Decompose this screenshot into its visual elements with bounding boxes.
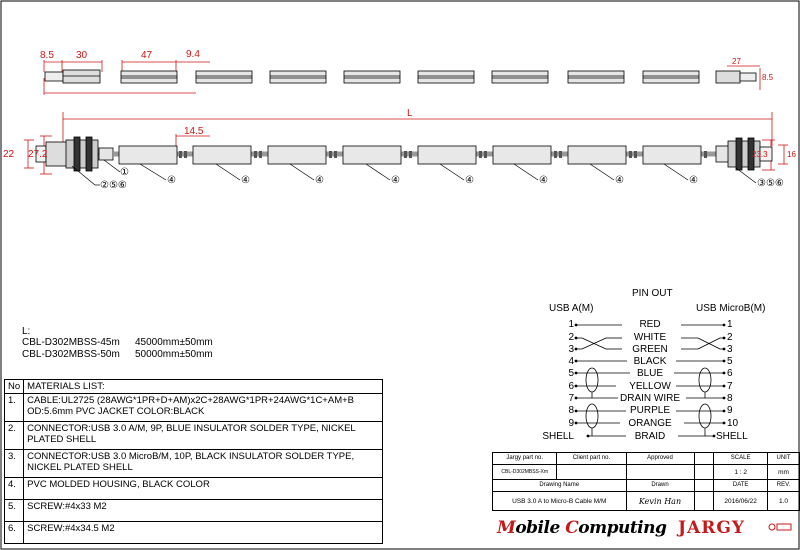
pin-wire-color: PURPLE [629,405,671,416]
tb-client-part [557,465,626,480]
tb-date: 2016/06/22 [714,492,768,511]
tb-h-approved: Approved [626,453,694,465]
material-no: 4. [5,478,24,500]
dim-label-30: 30 [76,50,88,61]
jargy-logo: JARGY [678,518,746,538]
material-no: 1. [5,394,24,422]
dim-label-14-5: 14.5 [184,126,204,137]
pin-wire-color: DRAIN WIRE [620,393,680,404]
length-value: 50000mm±50mm [135,349,213,360]
pin-left: 4 [568,356,574,367]
dim-label-27-2: 27.2 [28,149,48,160]
pin-wire-color: RED [639,319,661,330]
pin-left: 9 [568,418,574,429]
pin-wire-color: BLACK [633,356,667,367]
tb-drawing-name: USB 3.0 A to Micro-B Cable M/M [493,492,627,511]
length-part: CBL-D302MBSS-45m [22,337,120,348]
pin-right: 3 [727,344,733,355]
pin-right: 6 [727,368,733,379]
table-row [5,422,383,450]
mobile-computing-logo: Mobile Computing [497,518,667,538]
table-row [5,478,383,500]
tb-spacer [694,480,714,492]
tb-h-rev: REV. [767,480,799,492]
pin-left: 8 [568,405,574,416]
dim-label-8-5: 8.5 [40,50,54,61]
pin-right: 8 [727,393,733,404]
pin-wire-color: BLUE [636,368,664,379]
tb-jargy-part: CBL-D302MBSS-Xm [493,465,557,480]
pin-right: 9 [727,405,733,416]
callout-housing: ④ [615,175,624,186]
dim-label-27: 27 [732,57,741,66]
table-row [5,522,383,544]
pin-left: 2 [568,332,574,343]
callout-connector-a: ②⑤⑥ [100,180,127,191]
pin-left: 3 [568,344,574,355]
pinout-right-header: USB MicroB(M) [696,303,766,314]
dim-label-length: L [407,108,413,119]
pin-right: 7 [727,381,733,392]
callout-housing: ④ [167,175,176,186]
material-no: 5. [5,500,24,522]
tb-h-jargy-part: Jargy part no. [493,453,557,465]
top-right-connector [716,71,756,83]
pin-left: SHELL [542,431,574,442]
pin-wire-color: WHITE [633,332,667,343]
pinout-title: PIN OUT [632,288,673,299]
pin-wire-color: BRAID [634,431,666,442]
callout-cable: ① [120,167,129,178]
tb-h-drawing-name: Drawing Name [493,480,627,492]
table-row [5,450,383,478]
dim-label-9-4: 9.4 [186,49,200,60]
table-row [493,465,800,480]
material-text: SCREW:#4x34.5 M2 [24,522,383,544]
tb-spacer [694,453,714,465]
tb-rev: 1.0 [767,492,799,511]
pin-left: 1 [568,319,574,330]
material-text: SCREW:#4x33 M2 [24,500,383,522]
connector-logo-icon [769,524,791,530]
material-text: PVC MOLDED HOUSING, BLACK COLOR [24,478,383,500]
callout-housing: ④ [315,175,324,186]
tb-unit: mm [767,465,799,480]
pin-right: 10 [727,418,739,429]
tb-drawn: Kevin Han [626,492,694,511]
callout-connector-micro-b: ③⑤⑥ [757,178,784,189]
material-text: CONNECTOR:USB 3.0 A/M, 9P, BLUE INSULATOR SOLDER TYPE, NICKEL PLATED SHELL [24,422,383,450]
callout-housing: ④ [539,175,548,186]
table-row [5,500,383,522]
materials-header-no: No [5,380,24,394]
tb-spacer [694,465,714,480]
table-row [5,394,383,422]
tb-approved [626,465,694,480]
length-value: 45000mm±50mm [135,337,213,348]
main-dimension-lines [24,112,788,174]
title-block [492,452,800,511]
material-text: CABLE:UL2725 (28AWG*1PR+D+AM)x2C+28AWG*1PR+24AWG*1C+AM+B OD:5.6mm PVC JACKET COLOR:BLACK [24,394,383,422]
dim-label-8-5-right: 8.5 [762,73,774,82]
tb-spacer [694,492,714,511]
callout-housing: ④ [465,175,474,186]
callout-housing: ④ [241,175,250,186]
material-no: 2. [5,422,24,450]
tb-h-scale: SCALE [714,453,768,465]
pin-wire-color: GREEN [632,344,668,355]
tb-h-drawn: Drawn [626,480,694,492]
materials-table [4,379,383,544]
dim-label-23-3: 23.3 [752,150,768,159]
table-row [493,480,800,492]
pin-right: 5 [727,356,733,367]
pin-right: 1 [727,319,733,330]
pin-right: 2 [727,332,733,343]
pinout-left-header: USB A(M) [549,303,594,314]
tb-h-date: DATE [714,480,768,492]
pin-left: 7 [568,393,574,404]
pin-right: SHELL [716,431,748,442]
table-row [5,380,383,394]
tb-scale: 1 : 2 [714,465,768,480]
length-part: CBL-D302MBSS-50m [22,349,120,360]
top-left-connector [45,70,100,83]
material-no: 6. [5,522,24,544]
pin-left: 5 [568,368,574,379]
table-row [493,453,800,465]
length-heading: L: [22,326,31,337]
pin-wire-color: YELLOW [629,381,671,392]
dim-label-47: 47 [141,50,153,61]
cable-run [113,146,718,164]
materials-header-title: MATERIALS LIST: [24,380,383,394]
dim-label-22: 22 [3,149,15,160]
callout-housing: ④ [689,175,698,186]
usb-a-connector [36,137,113,171]
table-row [493,492,800,511]
top-housings [121,71,699,83]
material-no: 3. [5,450,24,478]
pin-wire-color: ORANGE [628,418,672,429]
dim-label-16: 16 [787,150,796,159]
material-text: CONNECTOR:USB 3.0 MicroB/M, 10P, BLACK INSULATOR SOLDER TYPE, NICKEL PLATED SHELL [24,450,383,478]
tb-h-client-part: Client part no. [557,453,626,465]
pin-left: 6 [568,381,574,392]
tb-h-unit: UNIT [767,453,799,465]
callout-housing: ④ [391,175,400,186]
